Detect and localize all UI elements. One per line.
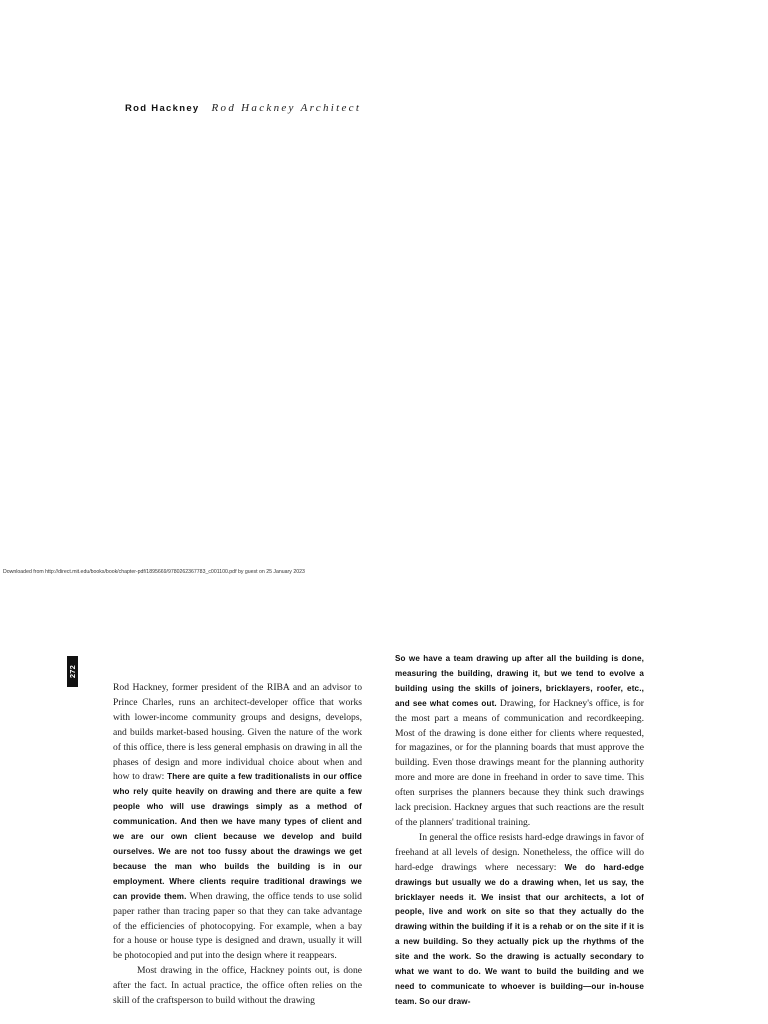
- paragraph-4-quote: We do hard-edge drawings but usually we do a drawing when, let us say, the bricklayer needs it. We insist that our architects, a lot of people, live and work on site so that they actually do the drawing within the building if it is a rehab or on the site if it is a new building. So they actually pick up the rhythms of the site and the work. So the drawing is actually secondary to what we want to do. We want to build the building and we need to communicate to whoever is building—our in-house team. So our draw-: [395, 862, 644, 1006]
- header-firm: Rod Hackney Architect: [211, 102, 362, 114]
- page-number-tab: [67, 656, 78, 687]
- paragraph-3-quote: So we have a team drawing up after all the building is done, measuring the building, drawing it, but we tend to evolve a building using the skills of joiners, bricklayers, roofer, etc., and see what comes out.: [395, 654, 644, 708]
- paragraph-1-text: Rod Hackney, former president of the RIBA and an advisor to Prince Charles, runs an architect-developer office that works with lower-income community groups and designs, develops, and builds market-based housing. Given the nature of the work of this office, there is less general emphasis on drawing in all the phases of design and more individual choice about when and how to draw:: [113, 682, 362, 783]
- paragraph-1: [113, 681, 362, 964]
- paragraph-3: [395, 652, 644, 831]
- right-column: [395, 652, 644, 1010]
- paragraph-4-text: In general the office resists hard-edge drawings in favor of freehand at all levels of design. Nonetheless, the office will do hard-edge drawings where necessary:: [395, 831, 644, 873]
- page-number: 272: [68, 664, 77, 679]
- paragraph-2: [113, 964, 362, 1009]
- paragraph-4: [395, 831, 644, 1010]
- header-name: Rod Hackney: [125, 103, 200, 114]
- paragraph-2-text: Most drawing in the office, Hackney points out, is done after the fact. In actual practice, the office often relies on the skill of the craftsperson to build without the drawing: [113, 965, 362, 1007]
- paragraph-3-continuation: Drawing, for Hackney's office, is for the most part a means of communication and recordkeeping. Most of the drawing is done either for clients where requested, for magazines, or for the planning boards that must approve the building. Even those drawings meant for the planning authority more and more are done in freehand in order to save time. This often surprises the planners because they think such drawings lack precision. Hackney argues that such reactions are the result of the planners' traditional training.: [395, 697, 644, 828]
- running-header: [125, 98, 361, 116]
- paragraph-1-quote: There are quite a few traditionalists in our office who rely quite heavily on drawing and there are quite a few people who will use drawings simply as a method of communication. And then we have many types of client and we are our own client because we develop and build ourselves. We are not too fussy about the drawings we get because the man who builds the building is in our employment. Where clients require traditional drawings we can provide them.: [113, 772, 362, 901]
- left-column: [113, 681, 362, 1009]
- download-notice: Downloaded from http://direct.mit.edu/books/book/chapter-pdf/1895669/9780262367783_c001100.pdf by guest on 25 January 2023: [3, 569, 305, 575]
- paragraph-1-continuation: When drawing, the office tends to use solid paper rather than tracing paper so that they can take advantage of the efficiencies of photocopying. For example, when a bay for a house or house type is designed and drawn, usually it will be photocopied and put into the design where it reappears.: [113, 890, 362, 962]
